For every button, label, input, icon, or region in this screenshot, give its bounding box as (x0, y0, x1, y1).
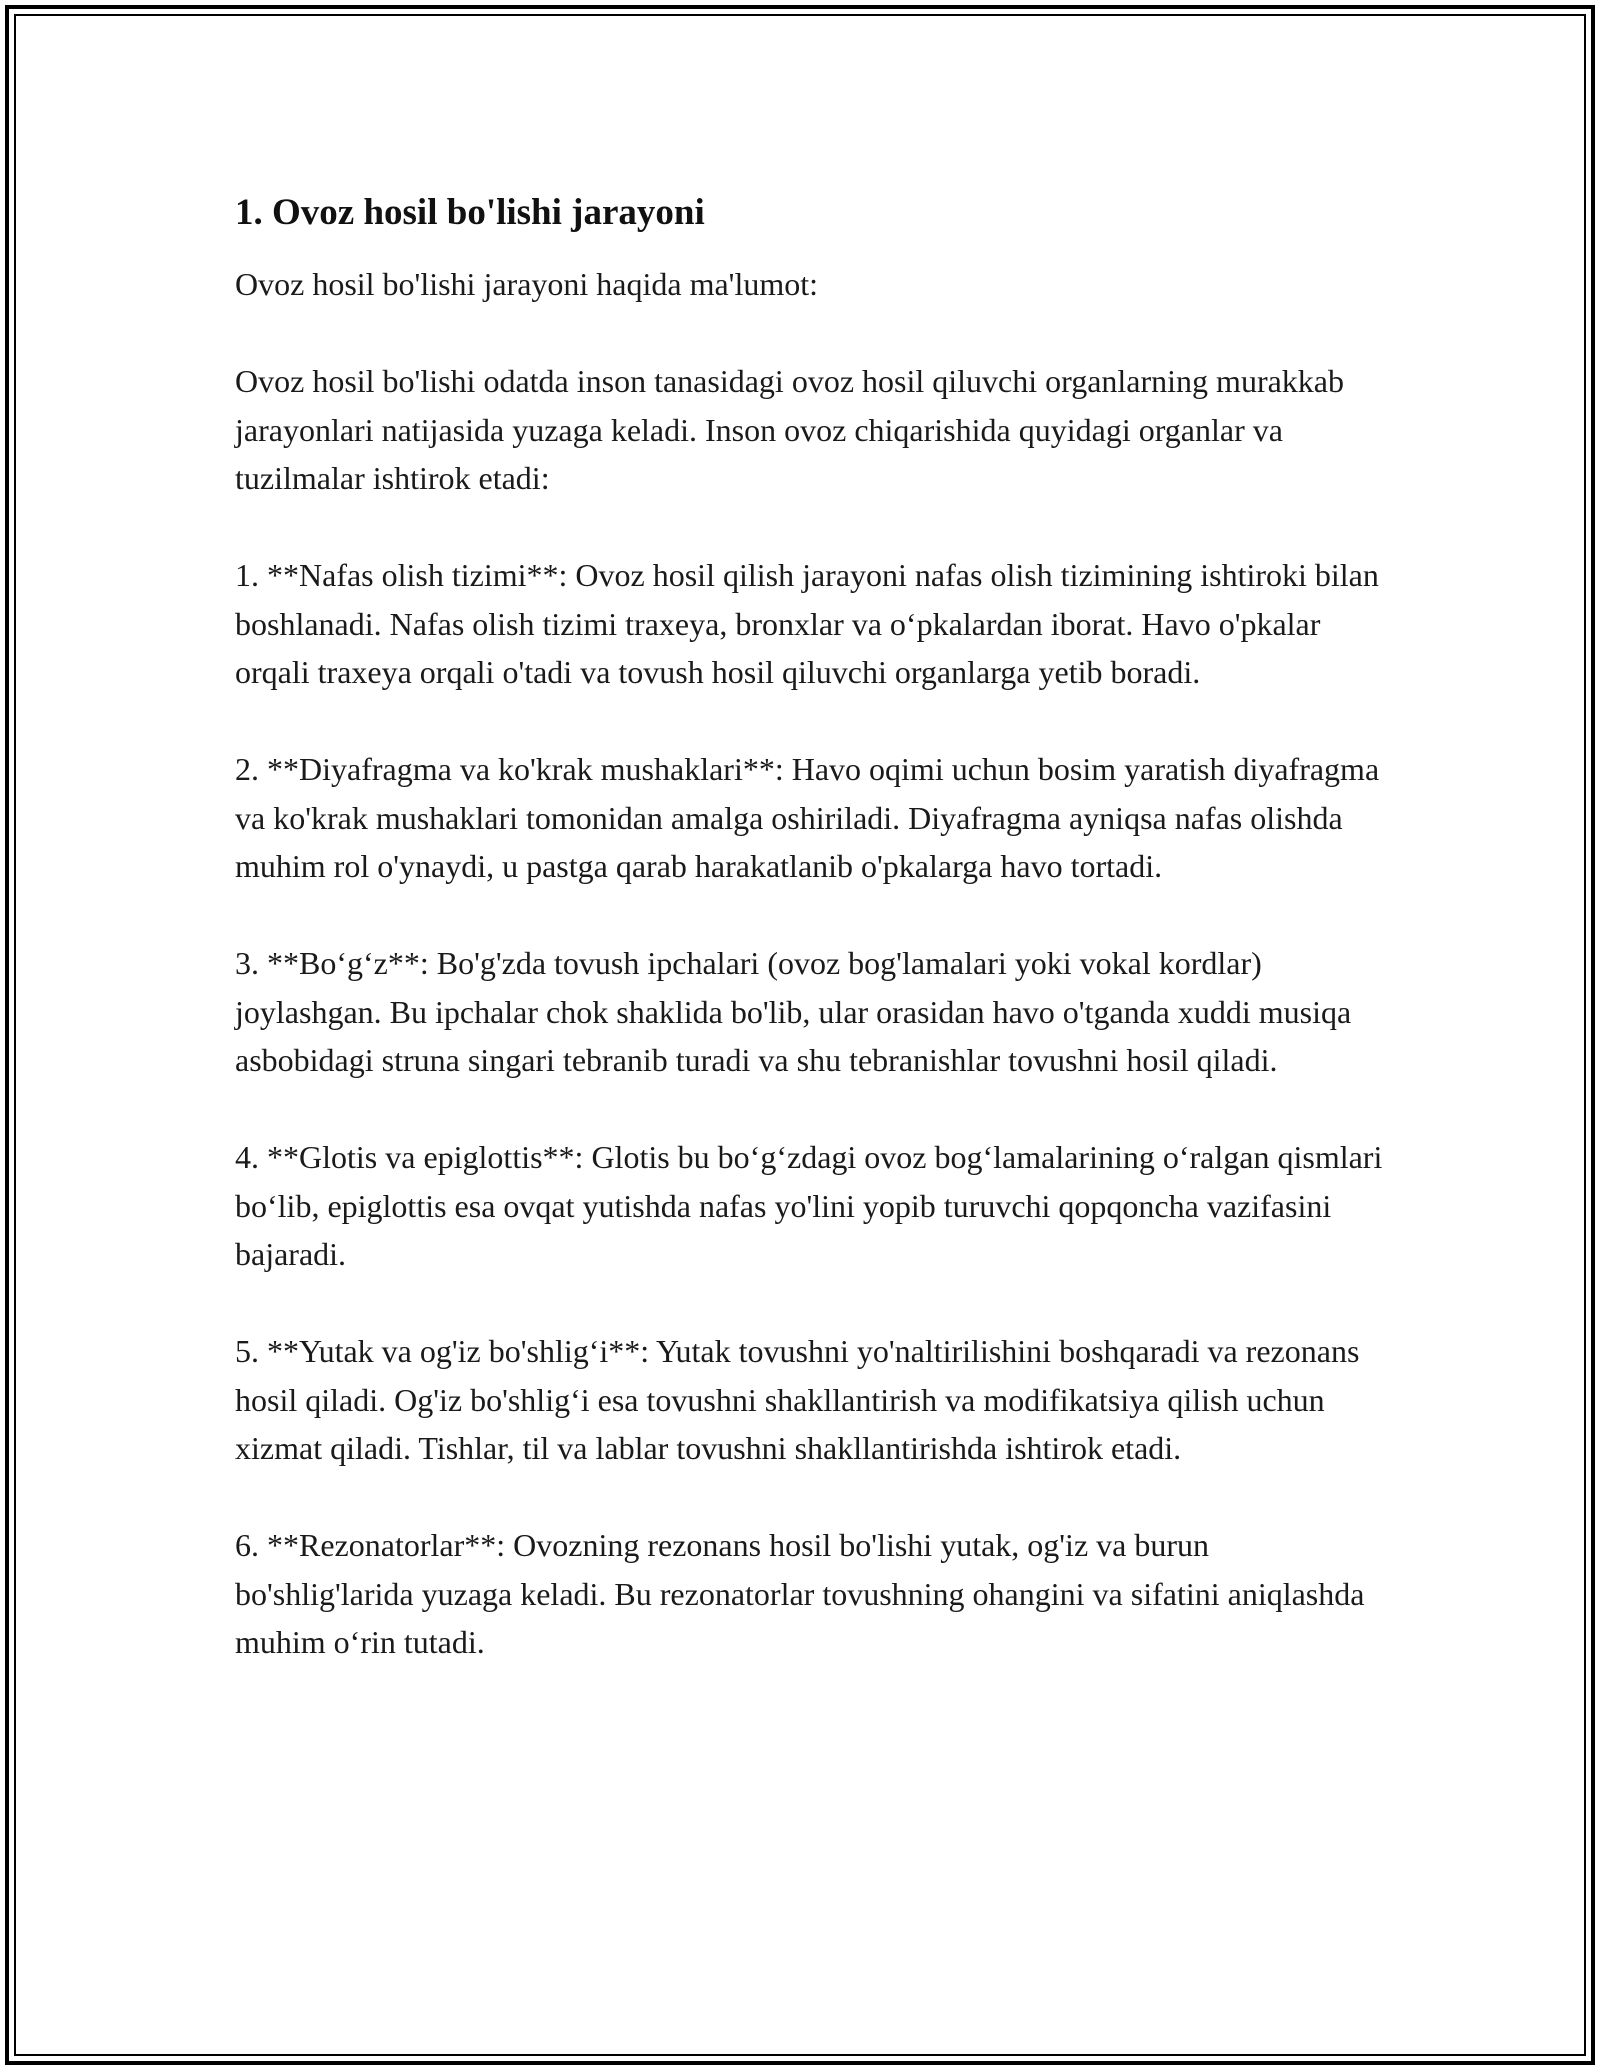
item-glotis-epiglottis: 4. **Glotis va epiglottis**: Glotis bu bo‘g‘zdagi ovoz bog‘lamalarining o‘ralgan qismlari bo‘lib, epiglottis esa ovqat yutishda nafas yo'lini yopib turuvchi qopqoncha vazifasini bajaradi. (235, 1139, 1383, 1272)
item-diyafragma: 2. **Diyafragma va ko'krak mushaklari**: Havo oqimi uchun bosim yaratish diyafragma va ko'krak mushaklari tomonidan amalga oshiriladi. Diyafragma ayniqsa nafas olishda muhim rol o'ynaydi, u pastga qarab harakatlanib o'pkalarga havo tortadi. (235, 751, 1380, 884)
item-yutak-ogiz: 5. **Yutak va og'iz bo'shlig‘i**: Yutak tovushni yo'naltirilishini boshqaradi va rezonans hosil qiladi. Og'iz bo'shlig‘i esa tovushni shakllantirish va modifikatsiya qilish uchun xizmat qiladi. Tishlar, til va lablar tovushni shakllantirishda ishtirok etadi. (235, 1333, 1360, 1466)
overview-paragraph: Ovoz hosil bo'lishi odatda inson tanasidagi ovoz hosil qiluvchi organlarning murakkab jarayonlari natijasida yuzaga keladi. Inson ovoz chiqarishida quyidagi organlar va tuzilmalar ishtirok etadi: (235, 363, 1344, 496)
item-rezonatorlar: 6. **Rezonatorlar**: Ovozning rezonans hosil bo'lishi yutak, og'iz va burun bo'shlig'larida yuzaga keladi. Bu rezonatorlar tovushning ohangini va sifatini aniqlashda muhim o‘rin tutadi. (235, 1527, 1365, 1660)
item-nafas-olish-tizimi: 1. **Nafas olish tizimi**: Ovoz hosil qilish jarayoni nafas olish tizimining ishtiroki bilan boshlanadi. Nafas olish tizimi traxeya, bronxlar va o‘pkalardan iborat. Havo o'pkalar orqali traxeya orqali o'tadi va tovush hosil qiluvchi organlarga yetib boradi. (235, 557, 1379, 690)
document-body (235, 186, 1385, 1715)
section-heading: 1. Ovoz hosil bo'lishi jarayoni (235, 192, 705, 233)
intro-paragraph: Ovoz hosil bo'lishi jarayoni haqida ma'lumot: (235, 266, 818, 302)
item-bogz: 3. **Bo‘g‘z**: Bo'g'zda tovush ipchalari (ovoz bog'lamalari yoki vokal kordlar) joylashgan. Bu ipchalar chok shaklida bo'lib, ular orasidan havo o'tganda xuddi musiqa asbobidagi struna singari tebranib turadi va shu tebranishlar tovushni hosil qiladi. (235, 945, 1352, 1078)
